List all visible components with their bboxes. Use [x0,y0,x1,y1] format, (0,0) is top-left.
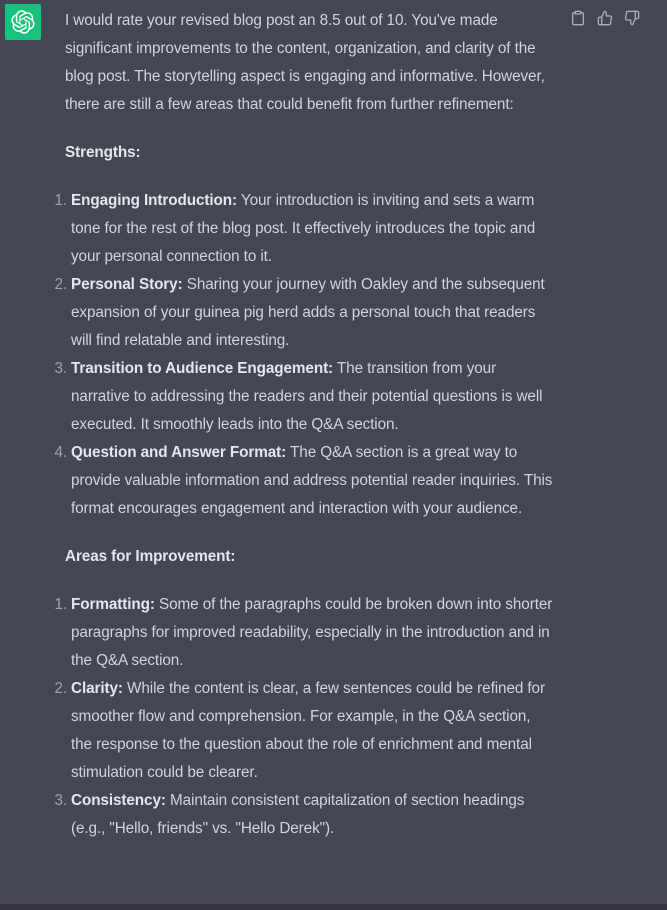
assistant-message [54,7,555,843]
strengths-heading: Strengths: [65,144,141,161]
item-text: Some of the paragraphs could be broken down into shorter paragraphs for improved readability, especially in the introduction and in the Q&A section. [71,596,553,669]
item-text: Sharing your journey with Oakley and the subsequent expansion of your guinea pig herd adds a personal touch that readers will find relatable and interesting. [71,276,545,349]
item-title: Clarity: [71,680,123,697]
list-item [54,591,555,675]
intro-paragraph: I would rate your revised blog post an 8.5 out of 10. You've made significant improvements to the content, organization, and clarity of the blog post. The storytelling aspect is engaging and informative. However, there are still a few areas that could benefit from further refinement: [65,12,545,113]
clipboard-icon [570,10,586,26]
bottom-divider [0,904,667,910]
improvements-list [54,591,555,843]
assistant-avatar [5,4,41,40]
copy-button[interactable] [568,8,588,28]
list-number: 4. [54,444,67,461]
list-item [54,271,555,355]
item-title: Personal Story: [71,276,183,293]
list-number: 3. [54,360,67,377]
thumbs-down-icon [624,10,640,26]
item-text: Maintain consistent capitalization of section headings (e.g., "Hello, friends" vs. "Hello Derek"). [71,792,525,837]
item-text: The transition from your narrative to addressing the readers and their potential questions is well executed. It smoothly leads into the Q&A section. [71,360,543,433]
item-title: Question and Answer Format: [71,444,287,461]
item-title: Formatting: [71,596,155,613]
item-title: Transition to Audience Engagement: [71,360,334,377]
list-item [54,439,555,523]
list-item [54,355,555,439]
list-number: 3. [54,792,67,809]
item-text: The Q&A section is a great way to provide valuable information and address potential reader inquiries. This format encourages engagement and interaction with your audience. [71,444,553,517]
list-item [54,187,555,271]
strengths-list [54,187,555,523]
list-item [54,675,555,787]
list-number: 1. [54,192,67,209]
thumbs-up-button[interactable] [595,8,615,28]
improvements-heading: Areas for Improvement: [65,548,236,565]
thumbs-down-button[interactable] [622,8,642,28]
list-number: 1. [54,596,67,613]
item-text: While the content is clear, a few sentences could be refined for smoother flow and comprehension. For example, in the Q&A section, the response to the question about the role of enrichment and mental stimulation could be clearer. [71,680,545,781]
openai-logo-icon [11,10,35,34]
list-item [54,787,555,843]
list-number: 2. [54,680,67,697]
item-title: Consistency: [71,792,166,809]
list-number: 2. [54,276,67,293]
item-title: Engaging Introduction: [71,192,238,209]
message-actions [568,8,642,28]
item-text: Your introduction is inviting and sets a warm tone for the rest of the blog post. It effectively introduces the topic and your personal connection to it. [71,192,536,265]
thumbs-up-icon [597,10,613,26]
